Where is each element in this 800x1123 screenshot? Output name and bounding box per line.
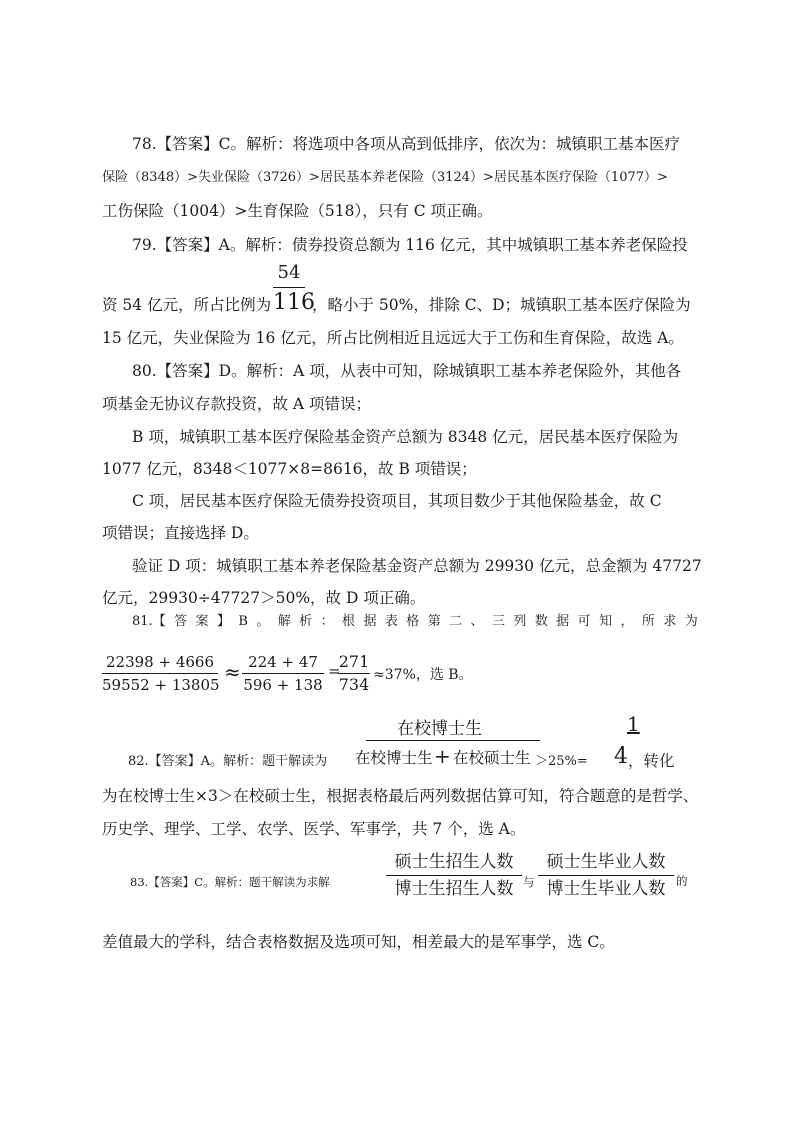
- q83-fraction-2-denominator: 博士生毕业人数: [546, 879, 666, 899]
- q81-fraction-3-bar: [338, 673, 370, 674]
- q81-line-1-glyph: 表: [384, 614, 398, 629]
- q80-line-6: 项错误；直接选择 D。: [102, 524, 259, 542]
- q82-comparison: ＞25%=: [535, 754, 588, 769]
- q81-line-1-glyph: 所: [641, 614, 655, 629]
- q82-denominator-term-a: 在校博士生: [355, 749, 433, 767]
- q81-line-1-glyph: 案: [195, 614, 209, 629]
- q81-line-1: [132, 612, 698, 632]
- q81-line-1-glyph: 81.【: [132, 614, 166, 629]
- q81-line-1-glyph: 据: [363, 614, 377, 629]
- q82-denominator-four: 4: [614, 744, 628, 769]
- q81-line-1-glyph: 第: [427, 614, 441, 629]
- q81-line-1-glyph: 可: [577, 614, 591, 629]
- q79-fraction-denominator: 116: [273, 290, 315, 315]
- q83-fraction-1: [386, 850, 522, 901]
- q81-approx-sign: ≈: [224, 660, 241, 684]
- q83-line-1-prefix: 83.【答案】C。解析：题干解读为求解: [130, 875, 330, 889]
- q80-line-8: 亿元，29930÷47727＞50%，故 D 项正确。: [102, 589, 426, 607]
- q78-line-2: 保险（8348）>失业保险（3726）>居民基本养老保险（3124）>居民基本医疗保险（1077）>: [102, 170, 668, 185]
- q81-fraction-2-denominator: 596 + 138: [243, 676, 323, 694]
- q81-line-1-glyph: 格: [406, 614, 420, 629]
- q82-fraction-numerator: 在校博士生: [397, 719, 482, 739]
- q81-line-1-glyph: ，: [620, 614, 634, 629]
- q79-line-3: 15 亿元，失业保险为 16 亿元，所占比例相近且远远大于工伤和生育保险，故选 A。: [102, 329, 684, 347]
- q79-fraction-numerator: 54: [277, 262, 301, 283]
- q78-line-3: 工伤保险（1004）>生育保险（518），只有 C 项正确。: [102, 202, 493, 220]
- q81-fraction-2-bar: [242, 673, 324, 674]
- q80-line-3: B 项，城镇职工基本医疗保险基金资产总额为 8348 亿元，居民基本医疗保险为: [132, 428, 679, 446]
- q81-fraction-2-numerator: 224 + 47: [248, 653, 318, 671]
- q81-fraction-1: [102, 652, 218, 695]
- q80-line-4: 1077 亿元，8348＜1077×8=8616，故 B 项错误；: [102, 460, 477, 478]
- q80-line-1: 80.【答案】D。解析：A 项，从表中可知，除城镇职工基本养老保险外，其他各: [132, 362, 682, 380]
- q82-line-3: 历史学、理学、工学、农学、医学、军事学，共 7 个，选 A。: [102, 820, 526, 838]
- q82-line-2: 为在校博士生×3＞在校硕士生，根据表格最后两列数据估算可知，符合题意的是哲学、: [102, 787, 699, 805]
- q79-fraction-bar: [273, 287, 305, 288]
- q81-result: ≈37%，选 B。: [373, 667, 473, 683]
- q83-fraction-1-numerator: 硕士生招生人数: [394, 852, 514, 872]
- q81-line-1-glyph: 】: [216, 614, 230, 629]
- q80-line-2: 项基金无协议存款投资，故 A 项错误；: [102, 395, 372, 413]
- q78-line-1: 78.【答案】C。解析：将选项中各项从高到低排序，依次为：城镇职工基本医疗: [132, 135, 681, 153]
- q81-line-1-glyph: 解: [277, 614, 291, 629]
- q81-fraction-1-bar: [102, 673, 218, 674]
- q83-fraction-2: [538, 850, 674, 901]
- q81-fraction-3-numerator: 271: [338, 652, 370, 671]
- q83-fraction-1-bar: [386, 875, 522, 876]
- q81-line-1-glyph: 析: [299, 614, 313, 629]
- q82-plus-sign: +: [434, 744, 451, 768]
- q81-line-1-glyph: 、: [470, 614, 484, 629]
- q81-fraction-2: [242, 652, 324, 695]
- q83-fraction-1-denominator: 博士生招生人数: [394, 879, 514, 899]
- q81-line-1-glyph: 列: [513, 614, 527, 629]
- q82-one-over-four-numerator: 1: [627, 712, 640, 736]
- q81-equals-sign: =: [328, 662, 341, 680]
- q81-line-1-glyph: 。: [256, 614, 270, 629]
- q81-line-1-glyph: 根: [342, 614, 356, 629]
- q80-line-5: C 项，居民基本医疗保险无债券投资项目，其项目数少于其他保险基金，故 C: [132, 492, 662, 510]
- q82-line-1-prefix: 82.【答案】A。解析：题干解读为: [128, 754, 328, 769]
- q79-line-2-prefix: 资 54 亿元，所占比例为: [102, 296, 272, 314]
- q83-and: 与: [523, 875, 535, 889]
- q80-line-7: 验证 D 项：城镇职工基本养老保险基金资产总额为 29930 亿元，总金额为 47727: [132, 557, 702, 575]
- q81-fraction-3-denominator: 734: [338, 675, 370, 694]
- q81-line-1-glyph: 据: [556, 614, 570, 629]
- q82-denominator-term-b: 在校硕士生: [453, 749, 531, 767]
- q81-line-1-glyph: 答: [174, 614, 188, 629]
- q81-fraction-3: [338, 652, 370, 695]
- q82-fraction-bar: [366, 740, 540, 741]
- q81-line-1-glyph: 为: [684, 614, 698, 629]
- q81-fraction-1-denominator: 59552 + 13805: [102, 676, 220, 694]
- q82-line-1-suffix: ，转化: [628, 752, 675, 770]
- q81-line-1-glyph: B: [238, 614, 248, 629]
- q83-of: 的: [676, 874, 688, 888]
- q81-line-1-glyph: 三: [491, 614, 505, 629]
- q81-line-1-glyph: 数: [534, 614, 548, 629]
- q79-line-1: 79.【答案】A。解析：债券投资总额为 116 亿元，其中城镇职工基本养老保险投: [132, 236, 688, 254]
- q79-line-2-suffix: ，略小于 50%，排除 C、D；城镇职工基本医疗保险为: [312, 296, 691, 314]
- q81-line-1-glyph: ：: [320, 614, 334, 629]
- q83-fraction-2-bar: [538, 875, 674, 876]
- q81-line-1-glyph: 二: [449, 614, 463, 629]
- q83-line-2: 差值最大的学科，结合表格数据及选项可知，相差最大的是军事学，选 C。: [102, 933, 615, 951]
- q83-fraction-2-numerator: 硕士生毕业人数: [546, 852, 666, 872]
- q81-fraction-1-numerator: 22398 + 4666: [106, 653, 214, 671]
- q81-line-1-glyph: 知: [599, 614, 613, 629]
- q81-line-1-glyph: 求: [663, 614, 677, 629]
